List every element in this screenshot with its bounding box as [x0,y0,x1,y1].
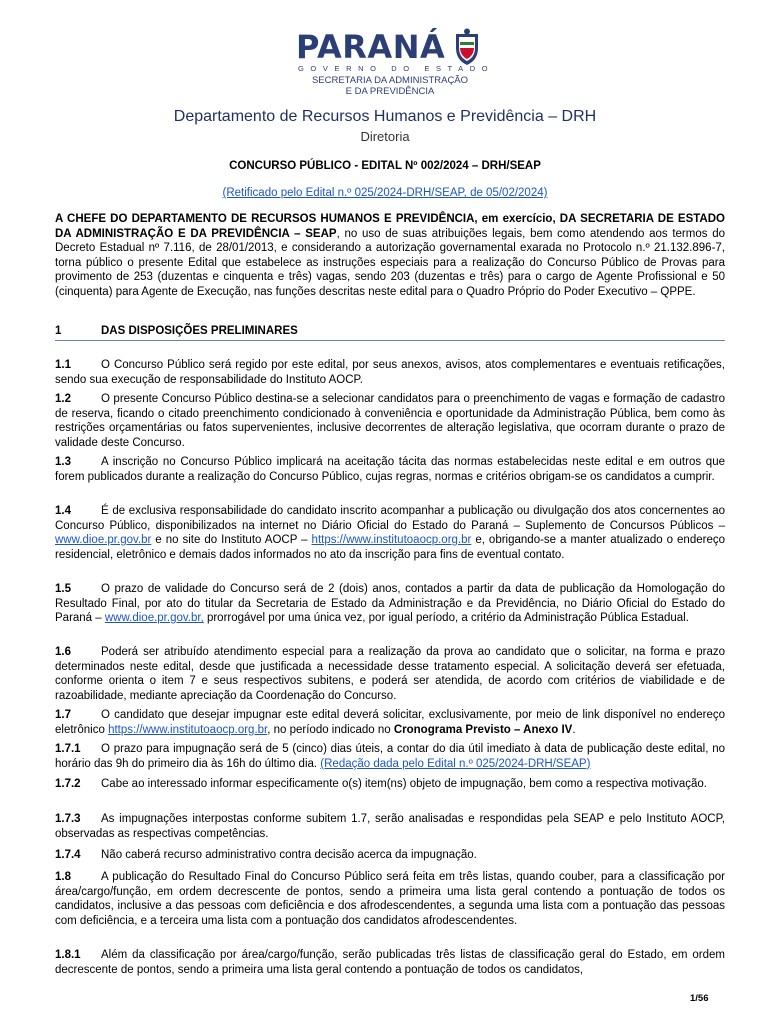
item-number: 1.8.1 [55,949,81,961]
logo-secretariat-line2: E DA PREVIDÊNCIA [345,86,435,97]
item-number: 1.7.2 [55,778,81,790]
item-text: Além da classificação por área/cargo/função, serão publicadas três listas de classificação geral do Estado, em ordem decrescente de pontos, sendo a primeira uma lista geral contendo a pontuação de todos os candidatos, [55,949,725,976]
item-1-7-4 [55,848,725,863]
logo-secretariat [290,75,490,97]
item-text: O Concurso Público será regido por este edital, por seus anexos, avisos, atos complementares e eventuais retificações, sendo sua execução de responsabilidade do Instituto AOCP. [55,359,725,386]
intro-lead: A CHEFE DO DEPARTAMENTO DE RECURSOS HUMANOS E PREVIDÊNCIA, em exercício, DA SECRETARIA DE ESTADO DA ADMINISTRAÇÃO E DA PREVIDÊNCIA – SEAP [55,213,725,240]
item-number: 1.3 [55,456,71,468]
edital-title: CONCURSO PÚBLICO - EDITAL Nº 002/2024 – DRH/SEAP [229,160,541,172]
dioe-link[interactable]: www.dioe.pr.gov.br [55,534,152,546]
intro-rest: , no uso de suas atribuições legais, bem como atendendo aos termos do Decreto Estadual nº 7.116, de 28/01/2013, e considerando a autorização governamental exarada no Protocolo n.º 21.132.896-7, torna público o presente Edital que estabelece as instruções especiais para a realização do Concurso Público de Provas para provimento de 253 (duzentas e cinquenta e três) vagas, sendo 203 (duzentas e três) para o cargo de Agente Profissional e 50 (cinquenta) para Agente de Execução, nas funções descritas neste edital para o Quadro Próprio do Poder Executivo – QPPE. [55,227,726,298]
item-text: , no período indicado no [267,723,394,736]
item-text: A publicação do Resultado Final do Concurso Público será feita em três listas, quando couber, para a classificação por área/cargo/função, em ordem decrescente de pontos, sendo a primeira uma lista geral contendo a pontuação de todos os candidatos, inclusive a das pessoas com deficiência e dos afrodescendentes, a segunda uma lista com a pontuação das pessoas com deficiência, e a terceira uma lista com a pontuação dos candidatos afrodescendentes. [55,871,725,927]
item-1-5 [55,582,725,626]
coat-of-arms-icon [450,28,484,66]
item-text: A inscrição no Concurso Público implicará na aceitação tácita das normas estabelecidas neste edital e em outros que forem publicados durante a realização do Concurso Público, cujas regras, normas e critérios obrigam-se os candidatos a cumprir. [55,456,725,483]
item-text: Não caberá recurso administrativo contra decisão acerca da impugnação. [101,849,477,861]
item-1-8 [55,870,725,928]
section-title: DAS DISPOSIÇÕES PRELIMINARES [101,325,298,337]
item-number: 1.7.4 [55,849,81,861]
item-1-1 [55,358,725,387]
item-text: O prazo de validade do Concurso será de 2 (dois) anos, contados a partir da data de publicação da Homologação do Resultado Final, por ato do titular da Secretaria de Estado da Administração e da Previdência, no Diário Oficial do Estado do Paraná – [55,583,725,624]
item-1-7-3 [55,812,725,841]
item-text: prorrogável por uma única vez, por igual período, a critério da Administração Pública Estadual. [203,612,689,624]
item-1-3 [55,455,725,484]
logo-wordmark: PARANÁ [296,28,446,66]
item-1-6 [55,645,725,703]
aocp-link[interactable]: https://www.institutoaocp.org.br [311,534,472,546]
item-text: Cabe ao interessado informar especificamente o(s) item(ns) objeto de impugnação, bem como a respectiva motivação. [101,778,707,790]
item-number: 1.8 [55,871,71,883]
item-1-7-2 [55,777,725,792]
item-number: 1.5 [55,583,71,595]
item-text: e no site do Instituto AOCP – [151,534,312,546]
item-1-7-1 [55,742,725,771]
page-number: 1/56 [690,993,709,1004]
item-1-8-1 [55,948,725,977]
item-text: e, obrigando-se a manter atualizado o endereço residencial, eletrônico e demais dados informados no ato da inscrição para fins de eventual contato. [55,534,725,561]
item-text: As impugnações interpostas conforme subitem 1.7, serão analisadas e respondidas pela SEAP e pelo Instituto AOCP, observadas as respectivas competências. [55,813,725,840]
item-number: 1.7.1 [55,743,81,755]
item-text: O prazo para impugnação será de 5 (cinco) dias úteis, a contar do dia útil imediato à data de publicação deste edital, no horário das 9h do primeiro dia às 16h do último dia. [55,743,725,770]
directorate-label: Diretoria [360,129,410,144]
intro-paragraph [55,212,725,299]
item-number: 1.7.3 [55,813,81,825]
item-text: . [572,723,576,736]
item-text: É de exclusiva responsabilidade do candidato inscrito acompanhar a publicação ou divulgação dos atos concernentes ao Concurso Público, disponibilizados na internet no Diário Oficial do Estado do Paraná – Suplemento de Concursos Públicos – [55,505,725,532]
item-number: 1.7 [55,709,71,721]
section-number: 1 [55,325,62,337]
logo-government-label: GOVERNO DO ESTADO [298,64,495,73]
logo-secretariat-line1: SECRETARIA DA ADMINISTRAÇÃO [311,75,469,86]
amendment-link[interactable]: (Redação dada pelo Edital n.º 025/2024-DRH/SEAP) [320,757,591,770]
item-number: 1.4 [55,505,71,517]
section-heading [55,325,725,341]
department-title: Departamento de Recursos Humanos e Previdência – DRH [173,108,597,125]
item-1-7 [55,708,725,737]
aocp-link[interactable]: https://www.institutoaocp.org.br [108,723,268,736]
item-text: O candidato que desejar impugnar este edital deverá solicitar, exclusivamente, por meio de link disponível no endereço eletrônico [55,709,725,736]
rectification-link[interactable]: (Retificado pelo Edital n.º 025/2024-DRH/SEAP, de 05/02/2024) [222,187,548,199]
item-number: 1.6 [55,646,71,658]
item-number: 1.1 [55,359,71,371]
schedule-reference: Cronograma Previsto – Anexo IV [393,723,573,736]
item-number: 1.2 [55,393,71,405]
item-1-2 [55,392,725,450]
item-text: Poderá ser atribuído atendimento especial para a realização da prova ao candidato que o solicitar, na forma e prazo determinados neste edital, desde que justificada a necessidade desse tratamento especial. A solicitação deverá ser efetuada, conforme orienta o item 7 e seus respectivos subitens, e poderá ser atendida, de acordo com critérios de viabilidade e de razoabilidade, mediante apreciação da Coordenação do Concurso. [55,646,725,702]
parana-logo [290,14,495,100]
dioe-link[interactable]: www.dioe.pr.gov.br, [104,612,204,624]
item-1-4 [55,504,725,562]
item-text: O presente Concurso Público destina-se a selecionar candidatos para o preenchimento de vagas e formação de cadastro de reserva, ficando o citado preenchimento condicionado à conveniência e oportunidade da Administração Pública, bem como às restrições orçamentárias ou fatos supervenientes, inclusive decorrentes de alteração legislativa, que ocorram durante o prazo de validade deste Concurso. [55,393,725,449]
